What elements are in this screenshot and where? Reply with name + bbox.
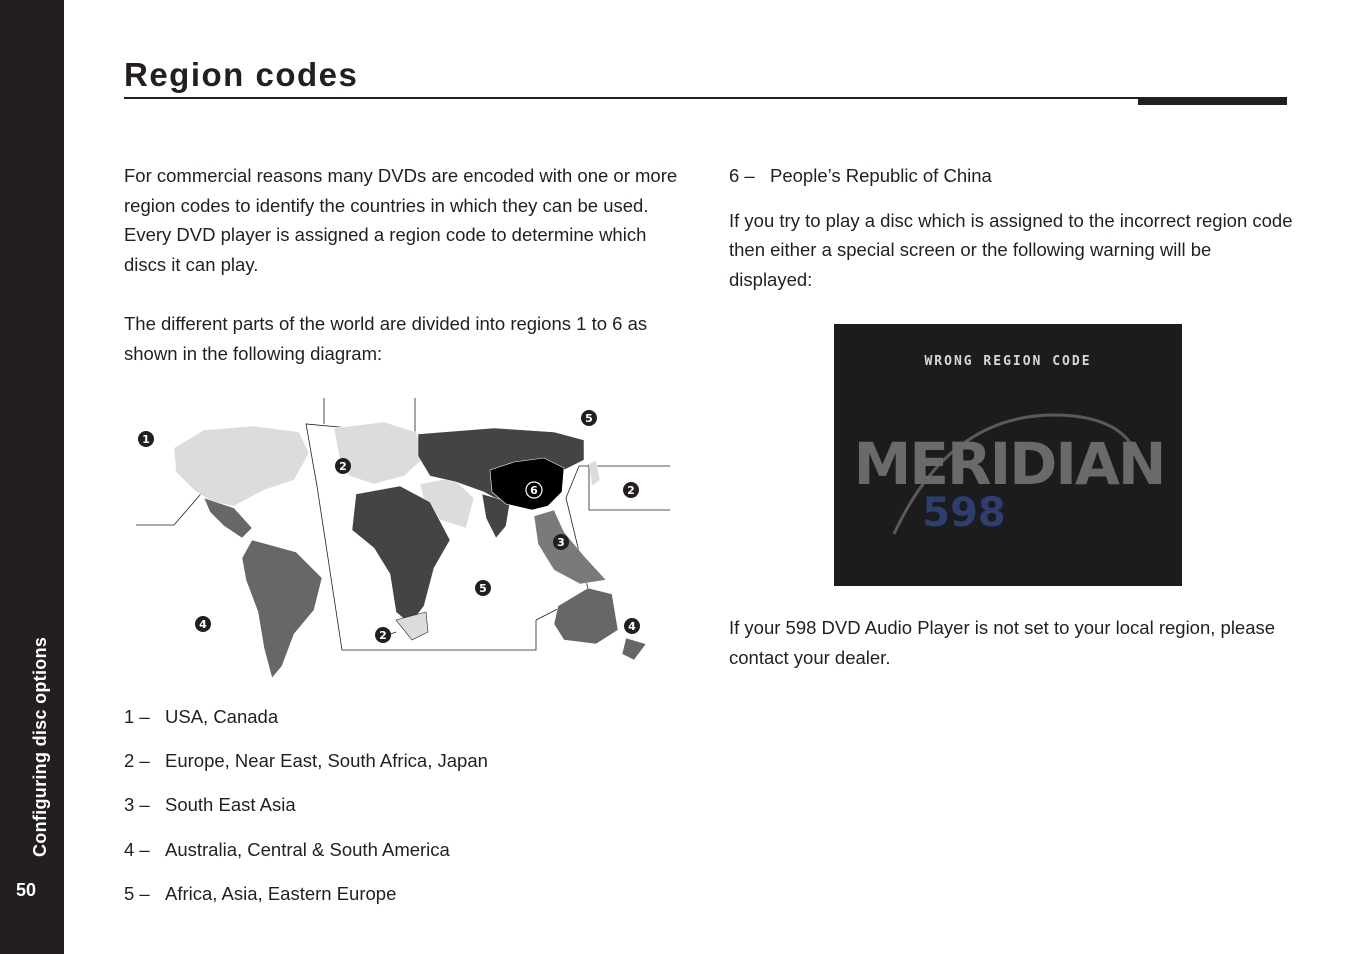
svg-text:4: 4 bbox=[628, 620, 636, 633]
svg-text:1: 1 bbox=[142, 433, 150, 446]
svg-text:2: 2 bbox=[627, 484, 635, 497]
svg-text:598: 598 bbox=[922, 490, 1006, 536]
region-item: 3 – South East Asia bbox=[124, 794, 296, 816]
title-rule-accent bbox=[1138, 97, 1287, 105]
region-4-australia bbox=[554, 588, 618, 644]
title-rule bbox=[124, 97, 1287, 99]
page-number: 50 bbox=[16, 880, 37, 900]
svg-text:3: 3 bbox=[557, 536, 565, 549]
svg-text:5: 5 bbox=[479, 582, 487, 595]
svg-text:6: 6 bbox=[530, 484, 538, 497]
map-marker-8 bbox=[195, 616, 211, 632]
map-marker-10 bbox=[624, 618, 640, 634]
region-2-japan bbox=[589, 460, 600, 486]
meridian-logo bbox=[853, 394, 1165, 544]
svg-text:MERIDIAN: MERIDIAN bbox=[853, 430, 1165, 498]
warning-message: WRONG REGION CODE bbox=[924, 354, 1092, 369]
region-3-south-east-asia bbox=[534, 510, 606, 584]
region-item-6: 6 – People’s Republic of China bbox=[729, 165, 992, 186]
map-marker-7 bbox=[475, 580, 491, 596]
region-1-north-america bbox=[174, 426, 309, 506]
map-marker-5 bbox=[623, 482, 639, 498]
wrong-region-screen bbox=[834, 324, 1182, 586]
svg-text:2: 2 bbox=[339, 460, 347, 473]
region-map bbox=[134, 398, 674, 680]
region-item: 1 – USA, Canada bbox=[124, 706, 279, 727]
region-4-south-america bbox=[242, 540, 322, 678]
right-column bbox=[729, 161, 1294, 294]
map-marker-2 bbox=[335, 458, 351, 474]
svg-text:5: 5 bbox=[585, 412, 593, 425]
region-item: 4 – Australia, Central & South America bbox=[124, 838, 450, 860]
map-marker-1 bbox=[138, 431, 154, 447]
page-title: Region codes bbox=[124, 56, 359, 93]
region-4-new-zealand bbox=[622, 638, 646, 660]
region-list bbox=[124, 706, 488, 927]
map-marker-3 bbox=[581, 410, 597, 426]
svg-text:4: 4 bbox=[199, 618, 207, 631]
contact-dealer-paragraph: If your 598 DVD Audio Player is not set to your local region, please contact your dealer. bbox=[729, 617, 1276, 668]
region-item: 2 – Europe, Near East, South Africa, Japan bbox=[124, 750, 488, 772]
map-marker-6 bbox=[553, 534, 569, 550]
warning-intro-paragraph: If you try to play a disc which is assigned to the incorrect region code then either a special screen or the following warning will be displayed: bbox=[729, 209, 1293, 290]
map-marker-9 bbox=[375, 627, 391, 643]
left-column bbox=[124, 161, 684, 368]
region-item: 5 – Africa, Asia, Eastern Europe bbox=[124, 882, 397, 904]
diagram-intro-paragraph: The different parts of the world are divided into regions 1 to 6 as shown in the following diagram: bbox=[124, 313, 648, 364]
section-label: Configuring disc options bbox=[30, 636, 50, 857]
region-2-europe bbox=[334, 422, 424, 484]
intro-paragraph: For commercial reasons many DVDs are encoded with one or more region codes to identify the countries in which they can be used. Every DVD player is assigned a region code to determine which discs it can play. bbox=[124, 165, 678, 275]
svg-text:2: 2 bbox=[379, 629, 387, 642]
